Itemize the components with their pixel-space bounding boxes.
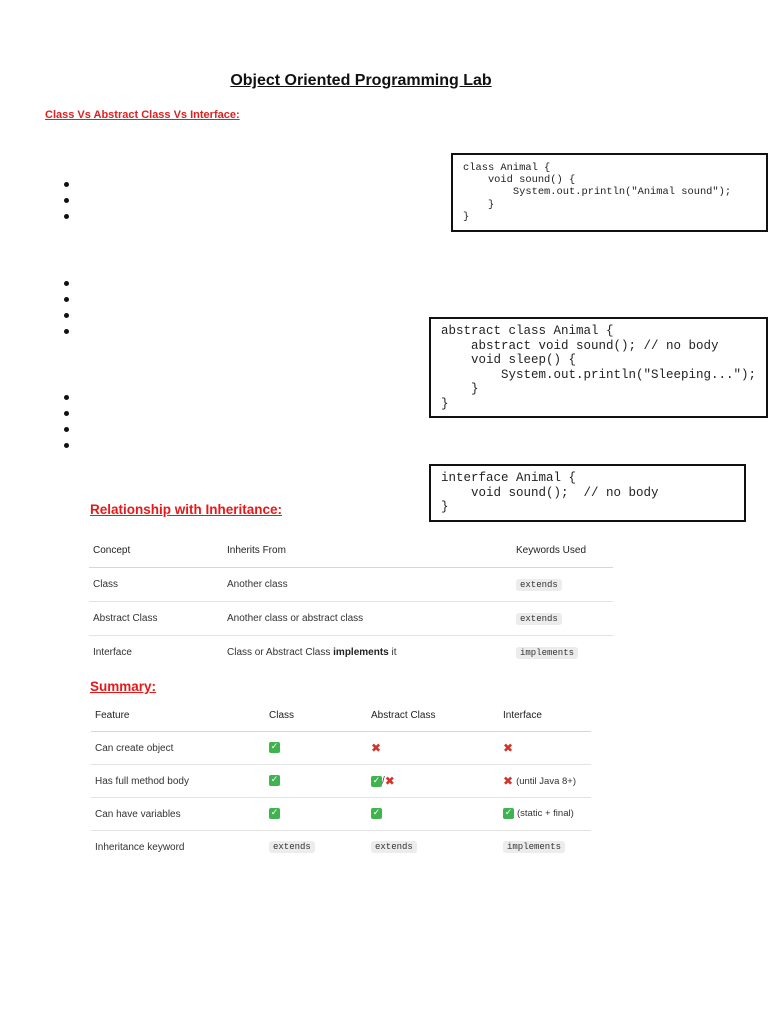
column-header-class: Class [265,700,367,732]
bullet-dot [64,182,69,187]
bullet-dot [64,329,69,334]
interface-cell [499,798,591,831]
summary-heading: Summary: [90,679,157,694]
check-icon: ✓ [270,742,279,753]
table-row [91,732,591,765]
check-icon: ✓ [372,775,381,786]
column-header-interface: Interface [499,700,591,732]
cross-icon: ✖ [503,741,514,755]
inherits-cell [223,636,512,670]
relationship-table [89,533,613,669]
inherits-text: Another class [227,579,288,590]
bullet-dot [64,443,69,448]
keyword-badge: implements [503,841,565,853]
interface-cell [499,831,591,864]
column-header-inherits-from: Inherits From [223,533,512,568]
section-subtitle: Class Vs Abstract Class Vs Interface: [45,109,240,121]
bullet-dot [64,395,69,400]
abstract-cell [367,798,499,831]
keyword-badge: extends [516,613,562,625]
interface-cell [499,732,591,765]
keyword-badge: extends [516,579,562,591]
interface-note: (until Java 8+) [516,775,576,787]
inherits-text: Another class or abstract class [227,613,364,624]
table-header-row [91,700,591,732]
class-code-block [451,153,768,232]
bullet-dot [64,297,69,302]
table-row [89,636,613,670]
abstract-cell [367,732,499,765]
cross-icon: ✖ [503,774,514,788]
class-cell [265,831,367,864]
relationship-heading: Relationship with Inheritance: [90,502,283,517]
table-row [91,798,591,831]
inherits-emphasis: implements [333,647,389,658]
table-row [89,568,613,602]
abstract-cell [367,831,499,864]
abstract-cell [367,765,499,798]
class-cell [265,765,367,798]
concept-cell: Interface [93,647,132,658]
interface-note: (static + final) [517,808,574,820]
bullet-dot [64,214,69,219]
concept-cell: Abstract Class [89,602,223,636]
abstract-class-code: abstract class Animal { abstract void sound(); // no body void sleep() { System.out.println("Sleeping..."); } } [441,324,757,411]
check-icon: ✓ [504,808,513,819]
keyword-badge: extends [371,841,417,853]
inherits-cell [223,568,512,602]
interface-cell [499,765,591,798]
keyword-cell [512,636,613,670]
bullet-dot [64,411,69,416]
feature-cell: Can have variables [91,798,265,831]
table-header-row [89,533,613,568]
keyword-cell [512,602,613,636]
keyword-badge: implements [516,647,578,659]
concept-cell: Class [89,568,223,602]
document-title: Object Oriented Programming Lab [230,72,492,89]
table-row [91,831,591,864]
class-code: class Animal { void sound() { System.out.println("Animal sound"); } } [463,162,732,223]
class-cell [265,798,367,831]
check-icon: ✓ [270,808,279,819]
bullet-dot [64,198,69,203]
column-header-keywords-used: Keywords Used [512,533,613,568]
inherits-cell [223,602,512,636]
table-row [91,765,591,798]
cross-icon: ✖ [384,774,395,788]
feature-cell: Inheritance keyword [95,841,185,853]
table-row [89,602,613,636]
interface-code: interface Animal { void sound(); // no body } [441,471,659,515]
slash-separator: / [382,775,385,787]
check-icon: ✓ [372,808,381,819]
feature-cell: Has full method body [91,765,265,798]
keyword-cell [512,568,613,602]
bullet-dot [64,313,69,318]
cross-icon: ✖ [371,741,382,755]
summary-table [91,700,591,863]
interface-code-block [429,464,746,522]
check-icon: ✓ [270,775,279,786]
inherits-text: Class or Abstract Class [227,647,334,658]
abstract-class-code-block [429,317,768,418]
keyword-badge: extends [269,841,315,853]
class-cell [265,732,367,765]
bullet-dot [64,281,69,286]
feature-cell: Can create object [91,732,265,765]
column-header-concept: Concept [89,533,223,568]
column-header-abstract-class: Abstract Class [367,700,499,732]
inherits-suffix: it [388,647,397,658]
column-header-feature: Feature [91,700,265,732]
bullet-dot [64,427,69,432]
